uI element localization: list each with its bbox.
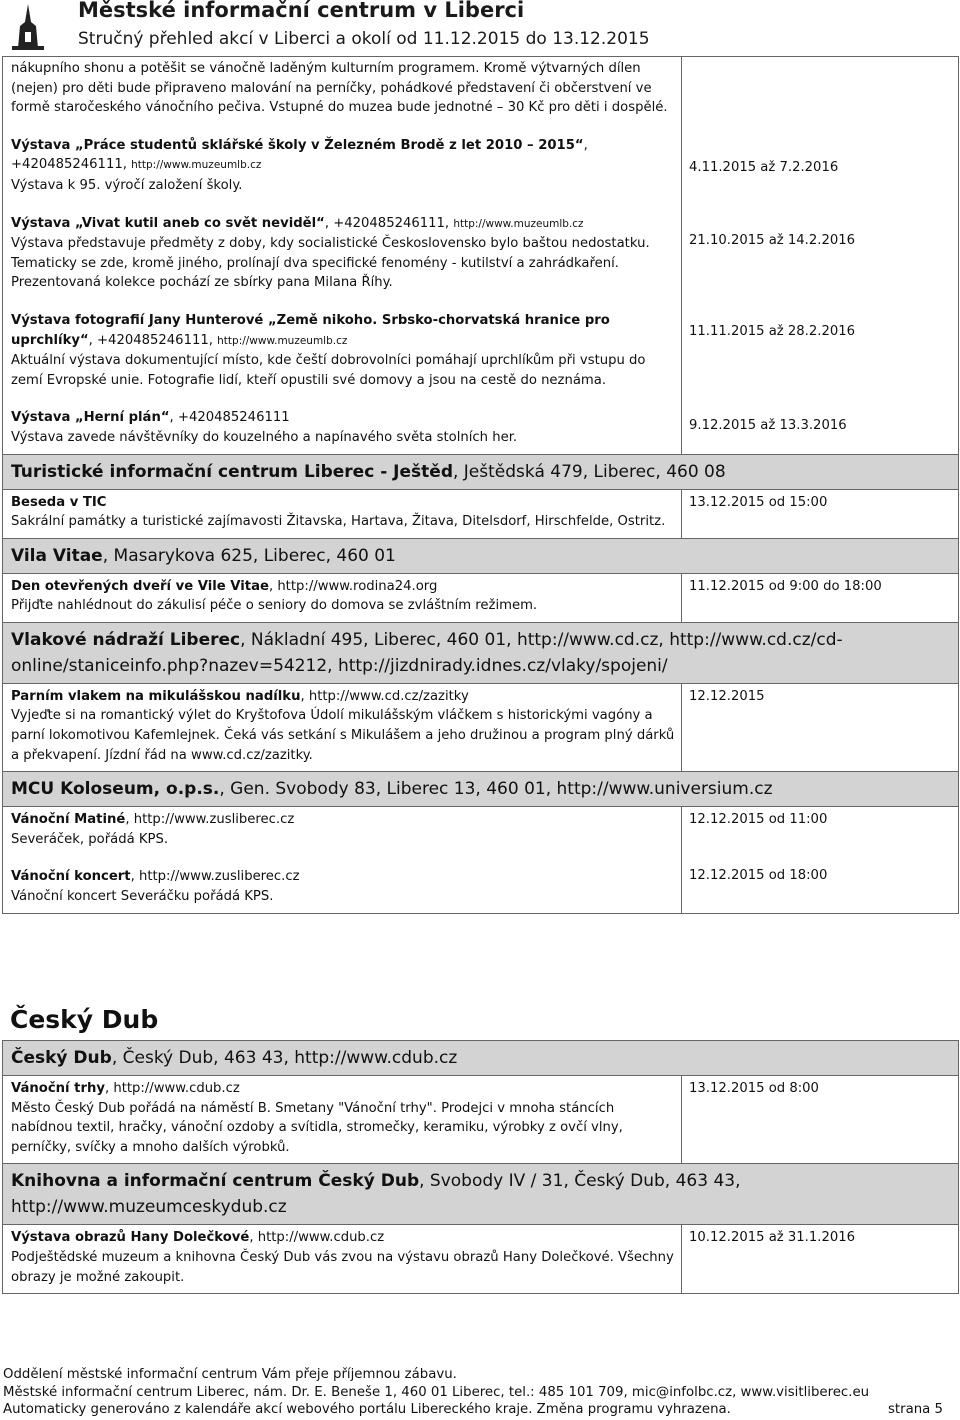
venue-header-row [3,454,959,489]
event-item [11,214,675,293]
event-desc: Přijďte nahlédnout do zákulisí péče o seniory do domova se zvláštním režimem. [11,598,538,614]
venue-header-row [3,1164,959,1225]
event-desc: Severáček, pořádá KPS. [11,831,169,847]
event-date: 12.12.2015 [682,683,959,771]
event-desc: Výstava představuje předměty z doby, kdy socialistické Československo bylo baštou nedostatku. Tematicky se zde, kromě jiného, prolínají dva specifické fenomény - kutilství a zahrádkaření. Prezentovaná kolekce pochází ze sbírky pana Milana Říhy. [11,236,650,291]
venue-address: , Nákladní 495, Liberec, 460 01, http://www.cd.cz, http://www.cd.cz/cd-online/staniceinfo.php?nazev=54212, http://jizdnirady.idnes.cz/vlaky/spojeni/ [11,629,843,676]
event-row [3,573,959,622]
event-desc: Výstava k 95. výročí založení školy. [11,177,243,193]
event-desc: Aktuální výstava dokumentující místo, kde čeští dobrovolníci pomáhají uprchlíkům při vstupu do zemí Evropské unie. Fotografie lidí, kteří opustili své domovy a jsou na cestě do neznáma. [11,353,646,388]
venue-address: , Gen. Svobody 83, Liberec 13, 460 01, http://www.universium.cz [219,779,773,800]
venue-name: Vlakové nádraží Liberec [11,629,241,650]
event-title: Vánoční koncert [11,869,131,885]
events-table-cesky-dub [2,1040,958,1294]
event-title: Vánoční Matiné [11,812,126,828]
footer-greeting: Oddělení městské informační centrum Vám přeje příjemnou zábavu. [3,1367,457,1382]
page-number: strana 5 [887,1402,943,1417]
event-date: 11.12.2015 od 9:00 do 18:00 [682,573,959,622]
page-title: Městské informační centrum v Liberci [78,0,525,22]
venue-name: Vila Vitae [11,545,103,566]
venue-name: Turistické informační centrum Liberec - Ještěd [11,461,453,482]
event-date: 11.11.2015 až 28.2.2016 [689,324,856,340]
event-link[interactable]: , http://www.cdub.cz [249,1230,385,1246]
events-table-liberec [2,56,958,914]
page-subtitle: Stručný přehled akcí v Liberci a okolí od 11.12.2015 do 13.12.2015 [78,29,650,49]
event-desc: Vánoční koncert Severáčku pořádá KPS. [11,889,274,905]
venue-name: Knihovna a informační centrum Český Dub [11,1171,420,1192]
event-date: 13.12.2015 od 8:00 [682,1076,959,1164]
event-item [11,810,675,849]
page-header [0,0,960,56]
event-phone: , +420485246111, [324,215,454,231]
event-phone: , +420485246111, [88,332,218,348]
event-link[interactable]: , http://www.cd.cz/zazitky [300,688,469,704]
event-link[interactable]: , http://www.zusliberec.cz [130,869,300,885]
event-desc: Město Český Dub pořádá na náměstí B. Smetany "Vánoční trhy". Prodejci v mnoha stáncích nabídnou textil, hračky, vánoční ozdoby a svítidla, stromečky, keramiku, výrobky z ovčí vlny, perníčky, svíčky a mnoho dalších výrobků. [11,1100,623,1155]
footer-contact: Městské informační centrum Liberec, nám. Dr. E. Beneše 1, 460 01 Liberec, tel.: 485 101 709, mic@infolbc.cz, www.visitliberec.eu [3,1384,870,1400]
event-title: Výstava „Herní plán“ [11,410,170,426]
event-title: Výstava fotografií Jany Hunterové „Země nikoho. Srbsko-chorvatská hranice pro uprchlíky“ [11,312,610,348]
event-date: 12.12.2015 od 18:00 [689,867,828,883]
liberec-city-logo-icon [8,2,48,52]
event-title: Výstava „Vivat kutil aneb co svět neviděl“ [11,215,325,231]
event-title: Den otevřených dveří ve Vile Vitae [11,578,269,594]
venue-address: , Český Dub, 463 43, http://www.cdub.cz [111,1048,458,1068]
event-item [11,311,675,390]
venue-header-row [3,538,959,573]
event-link[interactable]: , http://www.rodina24.org [268,578,438,594]
events-table [2,56,959,914]
event-row [3,1225,959,1294]
venue-address: , Masarykova 625, Liberec, 460 01 [102,545,396,566]
event-date: 9.12.2015 až 13.3.2016 [689,417,847,433]
event-title: Výstava obrazů Hany Dolečkové [11,1230,250,1246]
continued-text: nákupního shonu a potěšit se vánočně laděným kulturním programem. Kromě výtvarných dílen (nejen) pro děti bude připraveno malování na perníčky, pohádkové představení či občerstvení ve formě staročeského vánočního pečiva. Vstupné do muzea bude jednotné – 30 Kč pro děti i dospělé. [11,61,668,116]
venue-address: , Ještědská 479, Liberec, 460 08 [452,461,726,482]
venue-address: , Svobody IV / 31, Český Dub, 463 43, http://www.muzeumceskydub.cz [11,1171,741,1218]
venue-header-row [3,1041,959,1076]
event-title: Parním vlakem na mikulášskou nadílku [11,688,301,704]
event-item [11,408,675,447]
event-row [3,683,959,771]
event-date: 4.11.2015 až 7.2.2016 [689,160,839,175]
venue-header-row [3,622,959,683]
section-title: Český Dub [10,1005,159,1034]
event-date: 21.10.2015 až 14.2.2016 [689,232,856,248]
event-date: 10.12.2015 až 31.1.2016 [682,1225,959,1294]
page-footer [3,1366,957,1419]
event-item [11,136,675,196]
museum-events-row [3,57,959,455]
event-desc: Výstava zavede návštěvníky do kouzelného a napínavého světa stolních her. [11,429,518,445]
event-phone: , +420485246111 [169,410,290,426]
event-row [3,1076,959,1164]
footer-disclaimer: Automaticky generováno z kalendáře akcí webového portálu Libereckého kraje. Změna programu vyhrazena. [3,1402,731,1417]
event-link[interactable]: http://www.muzeumlb.cz [453,217,584,230]
events-table [2,1040,959,1294]
event-link[interactable]: http://www.muzeumlb.cz [217,334,348,347]
event-desc: Podještědské muzeum a knihovna Český Dub vás zvou na výstavu obrazů Hany Dolečkové. Všechny obrazy je možné zakoupit. [11,1249,674,1285]
event-date: 13.12.2015 od 15:00 [682,489,959,538]
venue-header-row [3,772,959,807]
event-desc: Sakrální památky a turistické zajímavosti Žitavska, Hartava, Žitava, Ditelsdorf, Hirschfelde, Ostritz. [11,514,666,530]
event-row [3,489,959,538]
event-phone: , +420485246111, [11,137,588,173]
event-link[interactable]: , http://www.cdub.cz [104,1081,240,1096]
venue-name: MCU Koloseum, o.p.s. [11,779,220,800]
event-desc: Vyjeďte si na romantický výlet do Kryštofova Údolí mikulášským vláčkem s historickými vagóny a parní lokomotivou Kafemlejnek. Čeká vás setkání s Mikulášem a jeho družinou a program plný dárků a překvapení. Jízdní řád na www.cd.cz/zazitky. [11,708,675,763]
event-title: Vánoční trhy [11,1081,105,1096]
event-row [3,807,959,913]
event-title: Výstava „Práce studentů sklářské školy v Železném Brodě z let 2010 – 2015“ [11,137,584,153]
event-title: Beseda v TIC [11,494,107,510]
event-date: 12.12.2015 od 11:00 [689,812,828,828]
event-link[interactable]: , http://www.zusliberec.cz [125,812,295,828]
event-link[interactable]: http://www.muzeumlb.cz [131,159,262,172]
venue-name: Český Dub [11,1048,112,1068]
event-item [11,867,675,906]
